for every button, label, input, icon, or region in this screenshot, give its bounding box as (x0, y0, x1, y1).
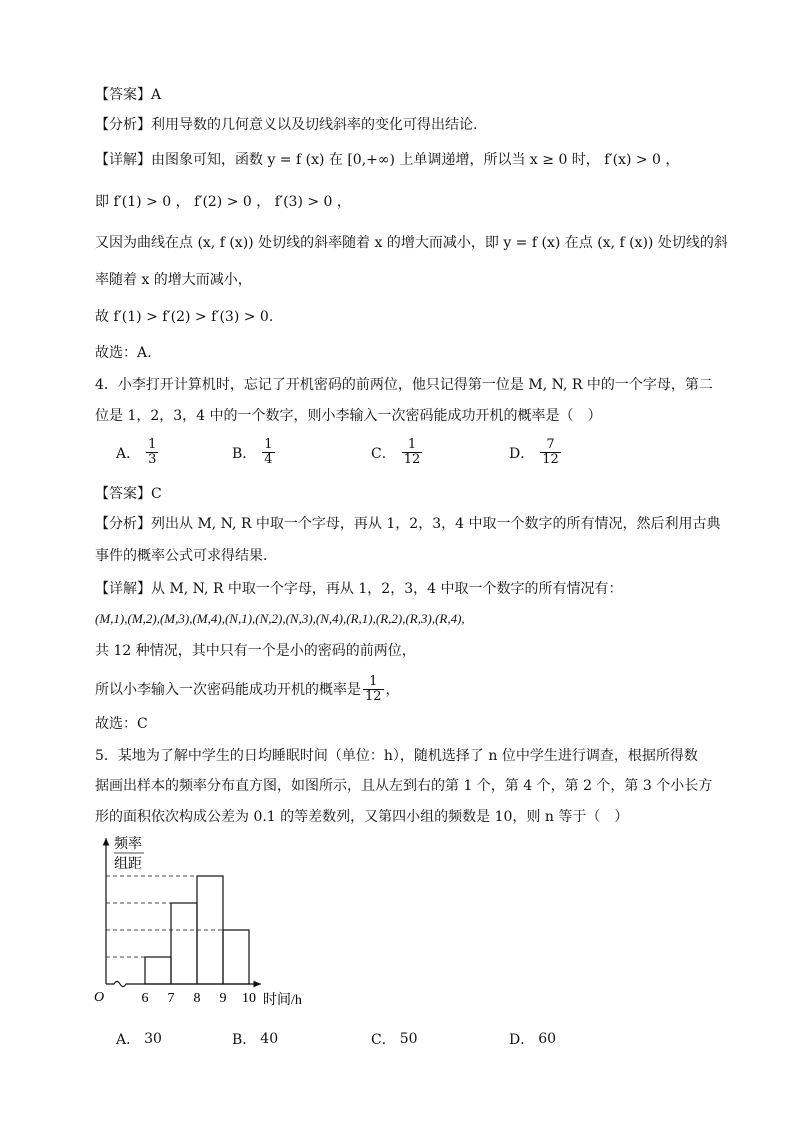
analysis-text: 列出从 M, N, R 中取一个字母，再从 1，2，3，4 中取一个数字的所有情况，然后利用古典 (151, 516, 721, 532)
detail-text-end: ， (385, 681, 400, 698)
q3-detail-line1 (95, 151, 679, 169)
x-tick-label: 6 (141, 991, 149, 1006)
fraction-numerator: 1 (407, 437, 417, 452)
fraction-denominator: 3 (148, 452, 157, 467)
option-fraction (402, 438, 423, 467)
q4-option-a[interactable] (116, 438, 160, 467)
x-tick-label: 8 (193, 991, 201, 1006)
q3-detail-line2: 即 f′(1) > 0 ， f′(2) > 0 ， f′(3) > 0 ， (95, 194, 351, 210)
option-label: B． (232, 445, 257, 462)
option-value: 50 (399, 1031, 418, 1047)
q4-analysis-line1 (95, 515, 720, 533)
detail-text: 从 M, N, R 中取一个字母，再从 1，2，3，4 中取一个数字的所有情况有： (151, 581, 623, 597)
fraction-denominator: 12 (403, 452, 421, 467)
fraction-numerator: 1 (369, 674, 378, 689)
q5-option-d[interactable] (509, 1029, 556, 1049)
detail-text: 所以小李输入一次密码能成功开机的概率是 (95, 681, 361, 698)
q3-detail-line3: 又因为曲线在点 (x, f (x)) 处切线的斜率随着 x 的增大而减小，即 y = f (x) 在点 (x, f (x)) 处切线的斜 (95, 235, 728, 251)
q4-detail-line1 (95, 580, 622, 598)
histogram-bar (223, 930, 249, 984)
option-fraction (146, 438, 158, 467)
x-tick-label: 7 (167, 991, 175, 1006)
histogram-bar (171, 903, 197, 984)
q5-stem-line3: 形的面积依次构成公差为 0.1 的等差数列，又第四小组的频数是 10，则 n 等于（ ） (95, 809, 629, 825)
y-axis-label-bottom: 组距 (114, 857, 142, 872)
q4-analysis-line2: 事件的概率公式可求得结果. (95, 548, 268, 564)
option-label: A． (116, 445, 141, 462)
q4-option-b[interactable] (232, 438, 277, 467)
q4-option-c[interactable] (371, 438, 424, 467)
q3-answer (95, 86, 161, 104)
q4-option-d[interactable] (509, 438, 563, 467)
option-fraction (540, 438, 561, 467)
q3-detail-line5: 故 f′(1) > f′(2) > f′(3) > 0. (95, 309, 274, 325)
option-label: C． (371, 445, 396, 462)
q3-detail-line4: 率随着 x 的增大而减小， (95, 272, 252, 288)
answer-tag: 【答案】 (95, 486, 151, 502)
frequency-histogram (88, 832, 318, 1017)
option-fraction (262, 438, 274, 467)
q5-stem-line1: 5．某地为了解中学生的日均睡眠时间（单位：h），随机选择了 n 位中学生进行调查，根据所得数 (95, 748, 698, 764)
histogram-bar (145, 957, 171, 984)
option-label: C． (371, 1032, 396, 1048)
x-tick-label: 9 (219, 991, 227, 1006)
answer-value: C (151, 486, 162, 502)
option-label: B． (232, 1032, 257, 1048)
option-label: D． (509, 1032, 535, 1048)
detail-text: 由图象可知，函数 y = f (x) 在 [0,+∞) 上单调递增，所以当 x ≥ 0 时， f′(x) > 0 ， (151, 152, 680, 168)
q5-stem-line2: 据画出样本的频率分布直方图，如图所示，且从左到右的第 1 个，第 4 个，第 2 个，第 3 个小长方 (95, 778, 713, 794)
q4-detail-line3: 共 12 种情况，其中只有一个是小的密码的前两位， (95, 643, 416, 659)
q5-option-a[interactable] (116, 1029, 162, 1049)
detail-tag: 【详解】 (95, 581, 151, 597)
fraction-denominator: 12 (365, 689, 382, 704)
q4-detail-line2: (M,1),(M,2),(M,3),(M,4),(N,1),(N,2),(N,3),(N,4),(R,1),(R,2),(R,3),(R,4), (95, 611, 465, 626)
q3-analysis (95, 116, 477, 134)
q4-answer (95, 485, 162, 503)
q5-option-c[interactable] (371, 1029, 418, 1049)
fraction-numerator: 1 (264, 437, 273, 452)
option-value: 60 (538, 1031, 557, 1047)
detail-tag: 【详解】 (95, 152, 151, 168)
probability-fraction (363, 675, 384, 704)
x-tick-label: 10 (242, 991, 256, 1006)
analysis-tag: 【分析】 (95, 516, 151, 532)
q4-stem-line1: 4．小李打开计算机时，忘记了开机密码的前两位，他只记得第一位是 M, N, R 中的一个字母，第二 (95, 377, 713, 393)
x-axis-label: 时间/h (263, 993, 302, 1008)
fraction-numerator: 1 (148, 437, 157, 452)
y-axis-label-top: 频率 (114, 837, 142, 852)
origin-label: O (94, 990, 105, 1005)
q4-choice: 故选：C (95, 716, 148, 732)
q3-choice: 故选：A. (95, 345, 152, 361)
fraction-numerator: 7 (546, 437, 555, 452)
option-value: 30 (144, 1031, 162, 1047)
option-label: A． (116, 1032, 141, 1048)
fraction-denominator: 4 (264, 452, 273, 467)
q5-option-b[interactable] (232, 1029, 278, 1049)
q4-detail-line4 (95, 675, 400, 704)
option-label: D． (509, 445, 535, 462)
answer-value: A (151, 87, 162, 103)
analysis-tag: 【分析】 (95, 117, 151, 133)
fraction-denominator: 12 (542, 452, 559, 467)
q4-stem-line2: 位是 1，2，3，4 中的一个数字，则小李输入一次密码能成功开机的概率是（ ） (95, 408, 602, 424)
answer-tag: 【答案】 (95, 87, 151, 103)
option-value: 40 (260, 1031, 279, 1047)
analysis-text: 利用导数的几何意义以及切线斜率的变化可得出结论. (151, 117, 478, 133)
